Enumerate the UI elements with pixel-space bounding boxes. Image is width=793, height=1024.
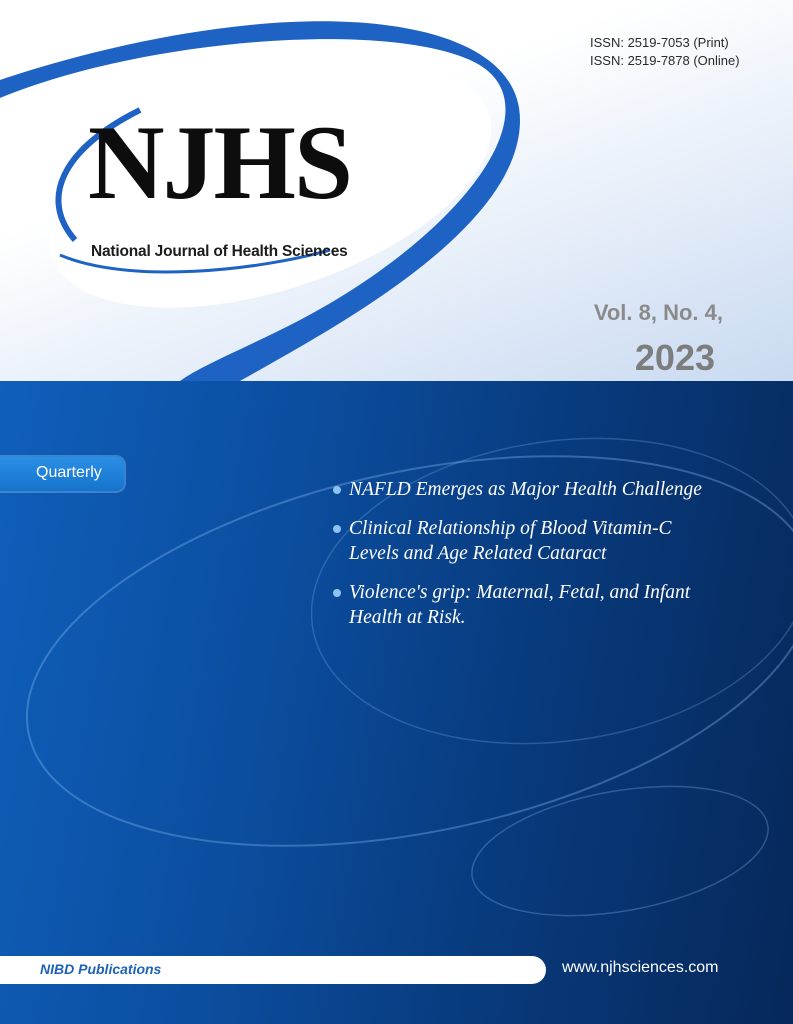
highlight-line: Violence's grip: Maternal, Fetal, and Infant xyxy=(349,582,691,603)
quarterly-label: Quarterly xyxy=(36,464,102,481)
highlight-line: Clinical Relationship of Blood Vitamin-C xyxy=(349,518,672,539)
highlight-item xyxy=(333,477,773,502)
publisher-name: NIBD Publications xyxy=(40,961,162,977)
issue-highlights xyxy=(333,477,773,644)
highlight-line: Levels and Age Related Cataract xyxy=(349,543,607,564)
cover-body xyxy=(0,381,793,1024)
highlight-item xyxy=(333,516,773,566)
issn-online: ISSN: 2519-7878 (Online) xyxy=(590,53,740,68)
bullet-icon xyxy=(333,486,341,494)
issn-print: ISSN: 2519-7053 (Print) xyxy=(590,35,729,50)
issue-year: 2023 xyxy=(634,337,715,378)
bullet-icon xyxy=(333,525,341,533)
publisher-bar xyxy=(0,956,546,984)
website-link[interactable]: www.njhsciences.com xyxy=(562,959,719,976)
highlight-item xyxy=(333,580,773,630)
volume-number: Vol. 8, No. 4, xyxy=(593,300,723,325)
highlight-line: Health at Risk. xyxy=(349,607,466,628)
bullet-icon xyxy=(333,589,341,597)
quarterly-badge xyxy=(0,457,124,491)
journal-logo-acronym: NJHS xyxy=(88,104,351,221)
highlight-line: NAFLD Emerges as Major Health Challenge xyxy=(349,479,702,500)
journal-full-name: National Journal of Health Sciences xyxy=(91,243,348,260)
cover-header xyxy=(0,0,793,381)
issn-block xyxy=(590,34,740,70)
